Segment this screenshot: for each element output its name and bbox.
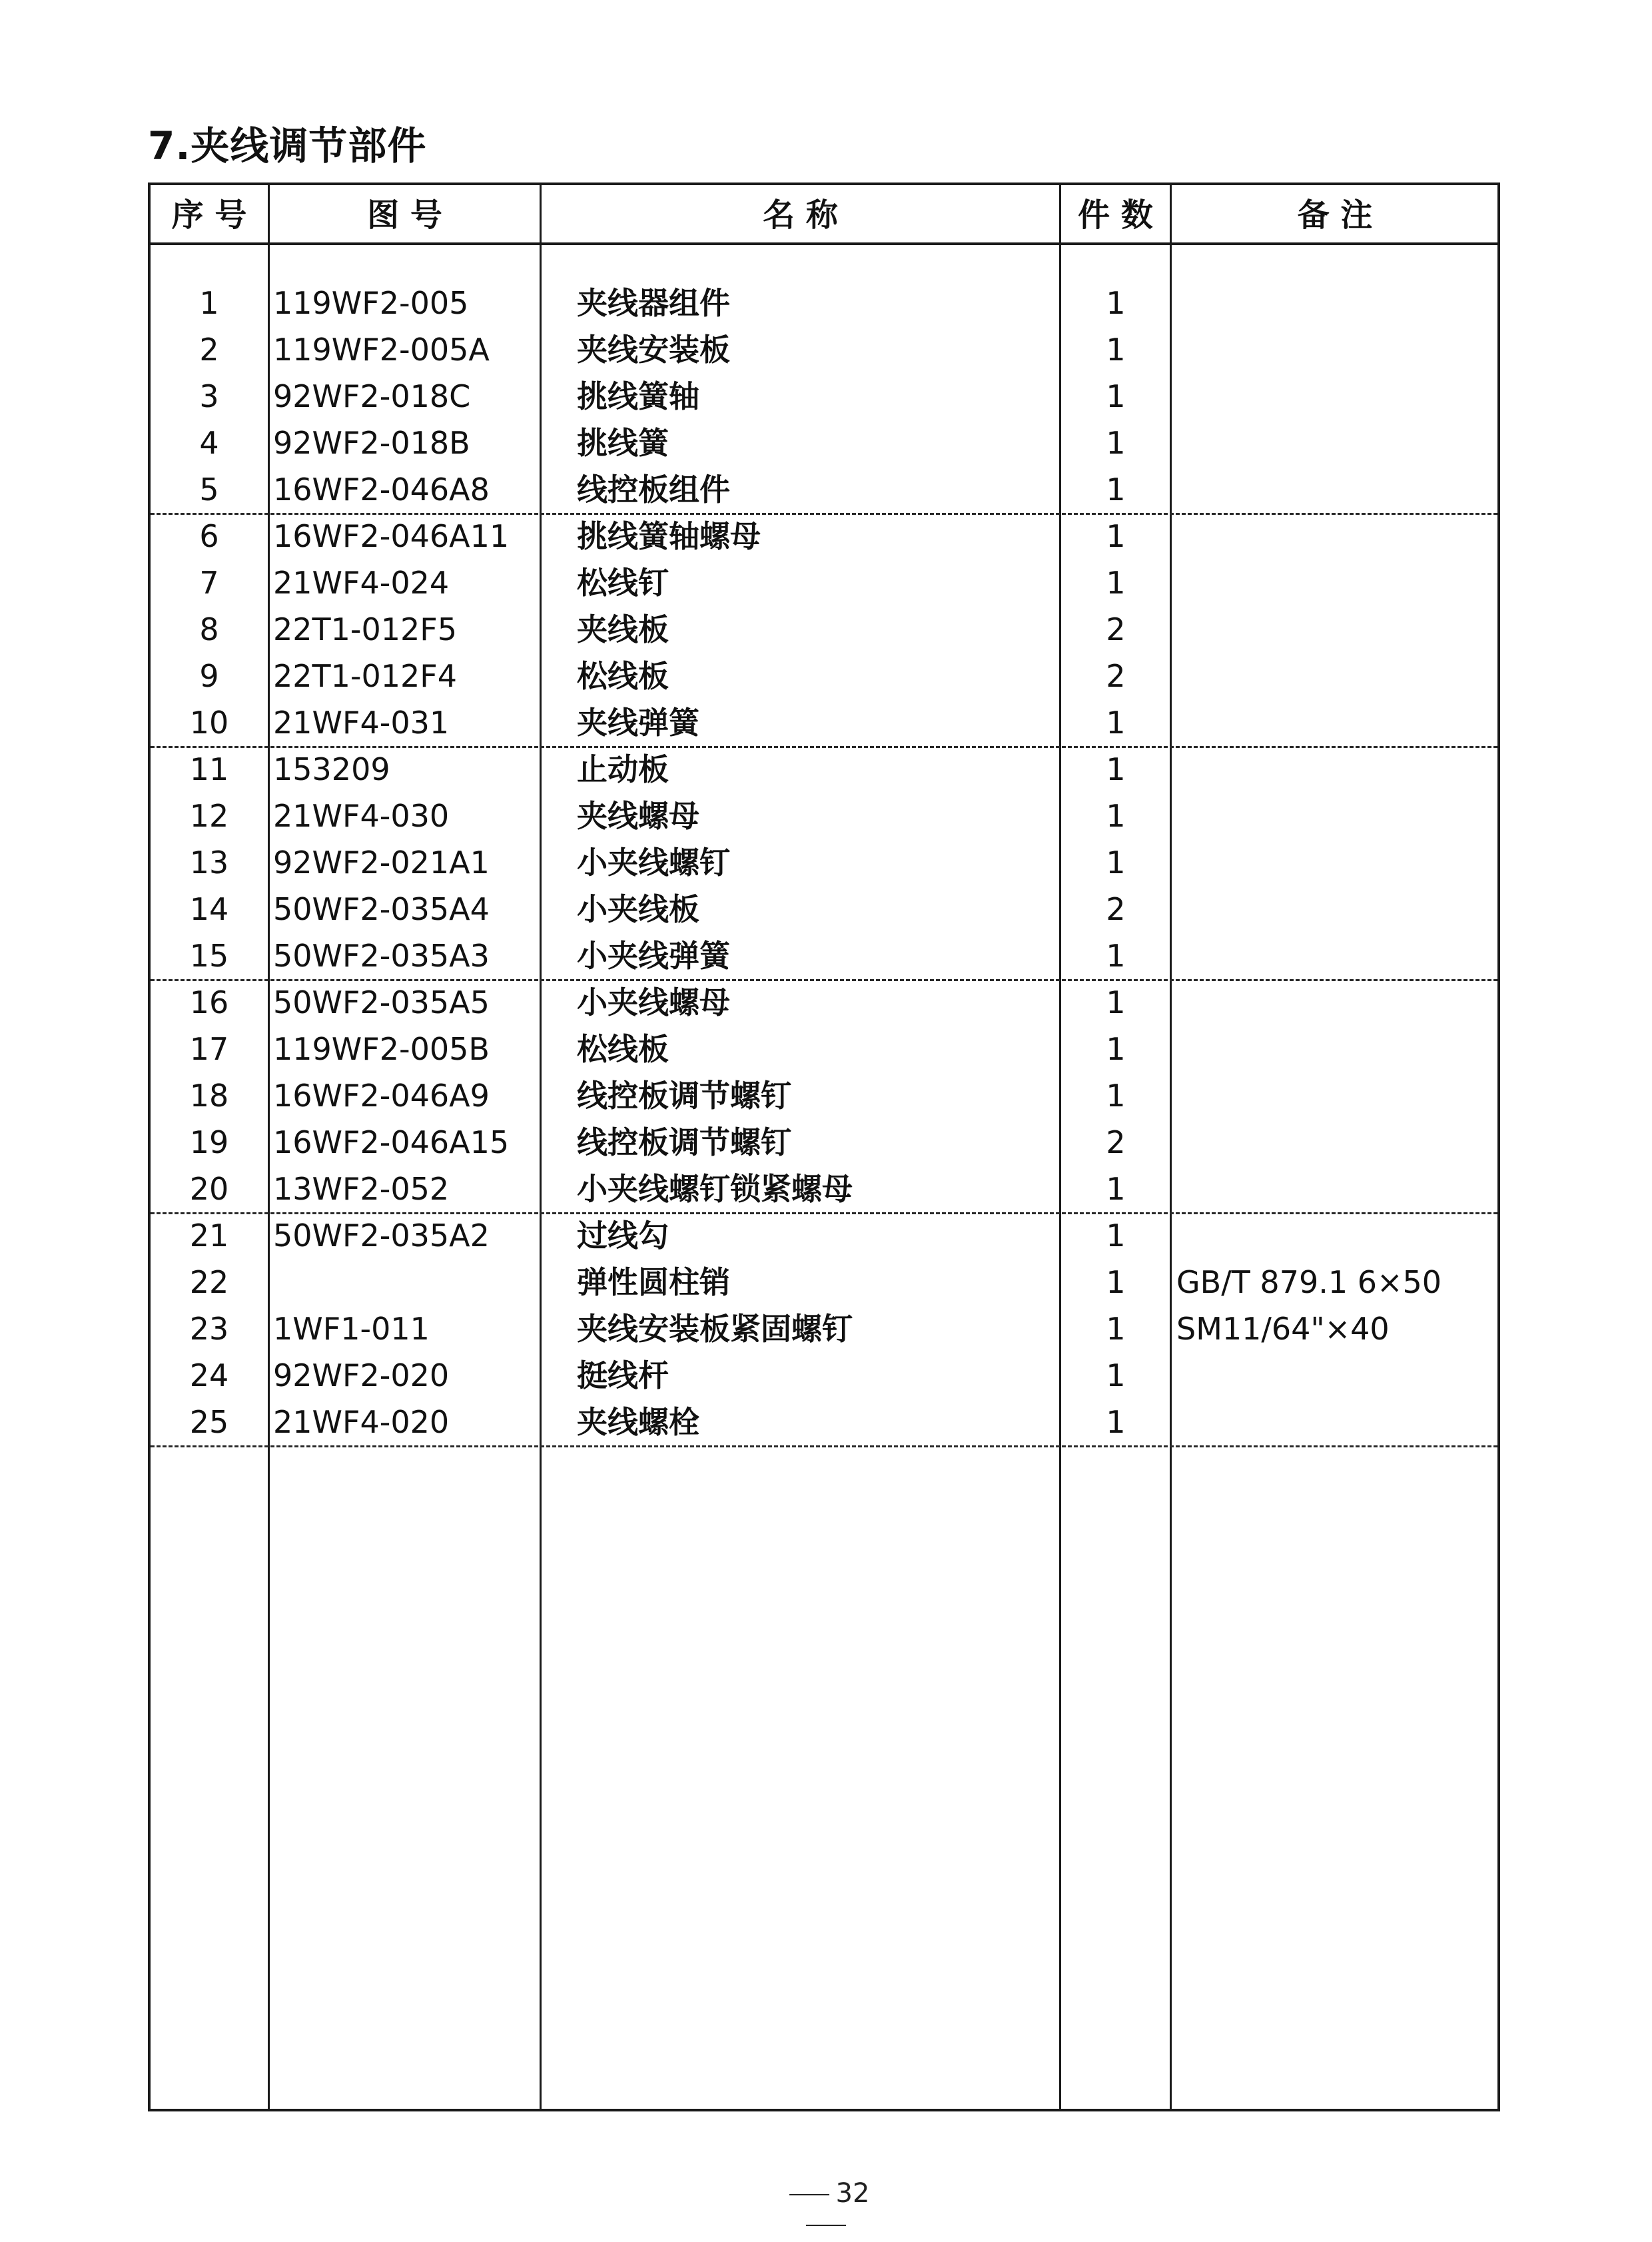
table-row xyxy=(151,513,1497,560)
row-no: 17 xyxy=(189,1031,229,1067)
row-name: 过线勾 xyxy=(577,1218,669,1254)
table-row xyxy=(151,373,1497,420)
row-remark xyxy=(1176,420,1496,466)
table-row xyxy=(151,746,1497,793)
row-remark xyxy=(1176,373,1496,420)
row-code: 50WF2-035A4 xyxy=(273,891,490,927)
row-no: 6 xyxy=(199,518,219,554)
table-row xyxy=(151,1306,1497,1352)
row-name: 挑线簧轴 xyxy=(577,378,699,414)
table-row xyxy=(151,1212,1497,1259)
table-row xyxy=(151,699,1497,746)
row-qty: 1 xyxy=(1106,1078,1126,1114)
row-no: 11 xyxy=(189,751,229,787)
row-name: 夹线器组件 xyxy=(577,285,730,321)
row-no: 23 xyxy=(189,1311,229,1347)
row-remark xyxy=(1176,466,1496,513)
header-name: 名 称 xyxy=(763,196,838,234)
row-name: 线控板调节螺钉 xyxy=(577,1124,791,1160)
row-no: 21 xyxy=(189,1218,229,1254)
row-remark xyxy=(1176,280,1496,326)
row-code: 119WF2-005A xyxy=(273,332,490,368)
row-remark xyxy=(1176,513,1496,560)
row-name: 小夹线螺钉锁紧螺母 xyxy=(577,1171,853,1207)
table-row xyxy=(151,420,1497,466)
row-code: 1WF1-011 xyxy=(273,1311,430,1347)
row-name: 夹线螺栓 xyxy=(577,1404,699,1440)
row-name: 夹线板 xyxy=(577,611,669,647)
row-code: 22T1-012F5 xyxy=(273,611,458,647)
row-qty: 1 xyxy=(1106,518,1126,554)
table-row xyxy=(151,1259,1497,1306)
row-code: 16WF2-046A11 xyxy=(273,518,510,554)
row-code: 92WF2-018B xyxy=(273,425,470,461)
row-qty: 1 xyxy=(1106,425,1126,461)
row-qty: 1 xyxy=(1106,1404,1126,1440)
row-qty: 1 xyxy=(1106,1311,1126,1347)
row-code: 50WF2-035A5 xyxy=(273,984,490,1020)
row-no: 22 xyxy=(189,1264,229,1300)
row-name: 夹线安装板紧固螺钉 xyxy=(577,1311,853,1347)
row-qty: 1 xyxy=(1106,845,1126,881)
row-code: 21WF4-031 xyxy=(273,705,450,741)
table-row xyxy=(151,326,1497,373)
row-name: 夹线弹簧 xyxy=(577,705,699,741)
row-qty: 1 xyxy=(1106,938,1126,974)
row-remark xyxy=(1176,886,1496,933)
row-code: 21WF4-030 xyxy=(273,798,450,834)
row-no: 19 xyxy=(189,1124,229,1160)
header-remark: 备 注 xyxy=(1297,196,1373,234)
row-name: 夹线螺母 xyxy=(577,798,699,834)
row-remark xyxy=(1176,1119,1496,1166)
row-remark xyxy=(1176,1072,1496,1119)
header-no: 序 号 xyxy=(171,196,247,234)
row-remark xyxy=(1176,326,1496,373)
row-qty: 1 xyxy=(1106,1031,1126,1067)
row-no: 14 xyxy=(189,891,229,927)
row-code: 22T1-012F4 xyxy=(273,658,458,694)
row-qty: 1 xyxy=(1106,1218,1126,1254)
row-no: 12 xyxy=(189,798,229,834)
row-remark xyxy=(1176,793,1496,839)
row-no: 2 xyxy=(199,332,219,368)
parts-table xyxy=(148,183,1500,2111)
table-row xyxy=(151,653,1497,699)
row-code: 21WF4-020 xyxy=(273,1404,450,1440)
row-no: 4 xyxy=(199,425,219,461)
row-code: 16WF2-046A15 xyxy=(273,1124,510,1160)
table-row xyxy=(151,839,1497,886)
row-qty: 1 xyxy=(1106,705,1126,741)
row-qty: 1 xyxy=(1106,1264,1126,1300)
table-row xyxy=(151,886,1497,933)
row-code: 92WF2-020 xyxy=(273,1357,450,1393)
row-qty: 1 xyxy=(1106,984,1126,1020)
row-name: 小夹线螺钉 xyxy=(577,845,730,881)
group-separator xyxy=(151,1445,1497,1447)
table-row xyxy=(151,1072,1497,1119)
table-row xyxy=(151,1119,1497,1166)
row-remark xyxy=(1176,699,1496,746)
table-row xyxy=(151,979,1497,1026)
header-code: 图 号 xyxy=(367,196,442,234)
row-qty: 2 xyxy=(1106,611,1126,647)
row-no: 25 xyxy=(189,1404,229,1440)
row-remark xyxy=(1176,933,1496,979)
table-row xyxy=(151,466,1497,513)
row-no: 3 xyxy=(199,378,219,414)
row-no: 7 xyxy=(199,565,219,601)
row-name: 小夹线板 xyxy=(577,891,699,927)
row-qty: 1 xyxy=(1106,565,1126,601)
row-name: 线控板组件 xyxy=(577,472,730,508)
row-code: 153209 xyxy=(273,751,390,787)
table-row xyxy=(151,280,1497,326)
row-qty: 1 xyxy=(1106,472,1126,508)
row-qty: 1 xyxy=(1106,378,1126,414)
table-row xyxy=(151,1166,1497,1212)
row-no: 15 xyxy=(189,938,229,974)
row-name: 松线钉 xyxy=(577,565,669,601)
row-code: 92WF2-018C xyxy=(273,378,471,414)
row-no: 24 xyxy=(189,1357,229,1393)
row-name: 挺线杆 xyxy=(577,1357,669,1393)
row-no: 1 xyxy=(199,285,219,321)
row-code: 119WF2-005B xyxy=(273,1031,490,1067)
row-qty: 1 xyxy=(1106,285,1126,321)
row-code: 13WF2-052 xyxy=(273,1171,450,1207)
row-name: 弹性圆柱销 xyxy=(577,1264,730,1300)
row-name: 小夹线弹簧 xyxy=(577,938,730,974)
row-no: 10 xyxy=(189,705,229,741)
row-remark: SM11/64"×40 xyxy=(1176,1311,1390,1347)
row-qty: 2 xyxy=(1106,658,1126,694)
page-number: 32 xyxy=(759,2178,893,2239)
row-name: 止动板 xyxy=(577,751,669,787)
row-qty: 2 xyxy=(1106,1124,1126,1160)
row-remark xyxy=(1176,606,1496,653)
row-qty: 1 xyxy=(1106,1357,1126,1393)
row-name: 挑线簧 xyxy=(577,425,669,461)
row-no: 9 xyxy=(199,658,219,694)
row-name: 松线板 xyxy=(577,658,669,694)
row-qty: 1 xyxy=(1106,332,1126,368)
row-name: 夹线安装板 xyxy=(577,332,730,368)
row-no: 8 xyxy=(199,611,219,647)
page-title: 7.夹线调节部件 xyxy=(148,123,427,169)
row-name: 小夹线螺母 xyxy=(577,984,730,1020)
row-code: 50WF2-035A2 xyxy=(273,1218,490,1254)
row-remark xyxy=(1176,653,1496,699)
table-row xyxy=(151,1026,1497,1072)
row-remark xyxy=(1176,1212,1496,1259)
row-remark xyxy=(1176,839,1496,886)
row-no: 16 xyxy=(189,984,229,1020)
row-no: 5 xyxy=(199,472,219,508)
table-row xyxy=(151,606,1497,653)
row-remark: GB/T 879.1 6×50 xyxy=(1176,1264,1442,1300)
row-no: 18 xyxy=(189,1078,229,1114)
row-code: 21WF4-024 xyxy=(273,565,450,601)
row-code: 92WF2-021A1 xyxy=(273,845,490,881)
row-code: 50WF2-035A3 xyxy=(273,938,490,974)
row-code: 16WF2-046A8 xyxy=(273,472,490,508)
row-qty: 2 xyxy=(1106,891,1126,927)
table-row xyxy=(151,1399,1497,1445)
row-name: 松线板 xyxy=(577,1031,669,1067)
row-code: 16WF2-046A9 xyxy=(273,1078,490,1114)
row-remark xyxy=(1176,1399,1496,1445)
table-row xyxy=(151,793,1497,839)
table-row xyxy=(151,933,1497,979)
row-code: 119WF2-005 xyxy=(273,285,469,321)
row-no: 20 xyxy=(189,1171,229,1207)
row-name: 线控板调节螺钉 xyxy=(577,1078,791,1114)
row-name: 挑线簧轴螺母 xyxy=(577,518,761,554)
table-row xyxy=(151,560,1497,606)
row-remark xyxy=(1176,979,1496,1026)
row-remark xyxy=(1176,560,1496,606)
table-header xyxy=(151,185,1497,245)
row-no: 13 xyxy=(189,845,229,881)
row-remark xyxy=(1176,1026,1496,1072)
header-qty: 件 数 xyxy=(1078,196,1153,234)
row-remark xyxy=(1176,746,1496,793)
row-qty: 1 xyxy=(1106,751,1126,787)
row-remark xyxy=(1176,1166,1496,1212)
row-qty: 1 xyxy=(1106,798,1126,834)
row-remark xyxy=(1176,1352,1496,1399)
row-code xyxy=(273,1259,540,1306)
table-row xyxy=(151,1352,1497,1399)
row-qty: 1 xyxy=(1106,1171,1126,1207)
